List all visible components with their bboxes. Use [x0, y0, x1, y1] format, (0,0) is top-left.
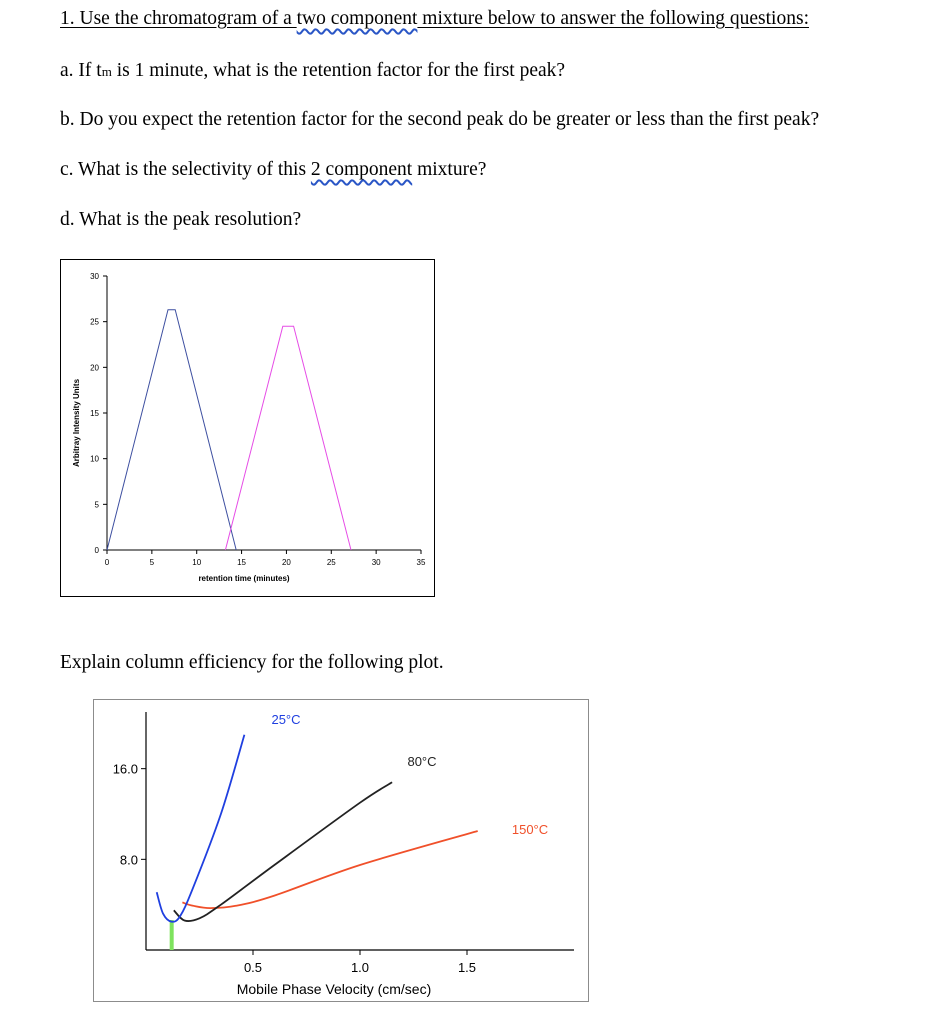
heading-prefix: 1. Use the chromatogram of a [60, 8, 297, 29]
y-tick-label: 16.0 [112, 761, 138, 777]
x-axis-title: Mobile Phase Velocity (cm/sec) [236, 981, 432, 997]
x-tick-label: 10 [192, 558, 202, 567]
question-2-text: Explain column efficiency for the following plot. [60, 652, 444, 673]
heading-two-component: two component [296, 8, 418, 29]
y-axis-title: Arbitray Intensity Units [72, 378, 81, 468]
part-c-prefix: c. What is the selectivity of this [60, 159, 311, 180]
x-tick-label: 30 [371, 558, 381, 567]
chromatogram-svg [61, 260, 434, 596]
van-deemter-chart [93, 699, 589, 1002]
x-axis-title: retention time (minutes) [198, 574, 290, 583]
question-1-heading [60, 8, 809, 30]
chromatogram-peak-2 [225, 326, 351, 550]
question-2-prompt [60, 652, 444, 674]
part-d-text: d. What is the peak resolution? [60, 209, 302, 230]
y-tick-label: 5 [94, 500, 99, 510]
y-tick-label: 25 [90, 317, 99, 327]
x-tick-label: 25 [326, 558, 336, 567]
y-tick-label: 8.0 [119, 852, 138, 868]
x-tick-label: 1.0 [350, 960, 370, 975]
label-80c: 80°C [407, 754, 437, 769]
part-a-subscript: m [101, 64, 112, 79]
curve-25c [157, 735, 245, 922]
heading-suffix: mixture below to answer the following questions: [417, 8, 809, 29]
x-tick-label: 15 [237, 558, 247, 567]
part-a-rest: is 1 minute, what is the retention factor for the first peak? [111, 60, 566, 81]
part-a-text: a. If t [60, 60, 102, 81]
curve-150c [182, 831, 477, 908]
label-150c: 150°C [511, 822, 549, 837]
x-tick-label: 1.5 [457, 960, 477, 975]
x-tick-label: 0 [104, 558, 110, 567]
x-tick-label: 35 [416, 558, 426, 567]
chromatogram-peak-1 [107, 310, 236, 550]
van-deemter-svg [94, 700, 588, 1001]
question-1c [60, 159, 486, 181]
chromatogram-chart [60, 259, 435, 597]
part-b-text: b. Do you expect the retention factor for the second peak do be greater or less than the first peak? [60, 109, 820, 130]
part-c-two-component: 2 component [310, 159, 413, 180]
y-tick-label: 10 [90, 454, 99, 464]
label-25c: 25°C [271, 712, 301, 727]
x-tick-label: 0.5 [243, 960, 263, 975]
minimum-marker-bar [170, 920, 174, 950]
x-tick-label: 5 [149, 558, 155, 567]
y-tick-label: 0 [94, 546, 99, 555]
part-c-suffix: mixture? [412, 159, 487, 180]
question-1b [60, 109, 819, 131]
y-tick-label: 20 [90, 363, 99, 373]
question-1a [60, 60, 565, 82]
y-tick-label: 30 [90, 272, 99, 281]
y-tick-label: 15 [90, 409, 99, 418]
question-1d [60, 209, 301, 231]
x-tick-label: 20 [281, 558, 291, 567]
